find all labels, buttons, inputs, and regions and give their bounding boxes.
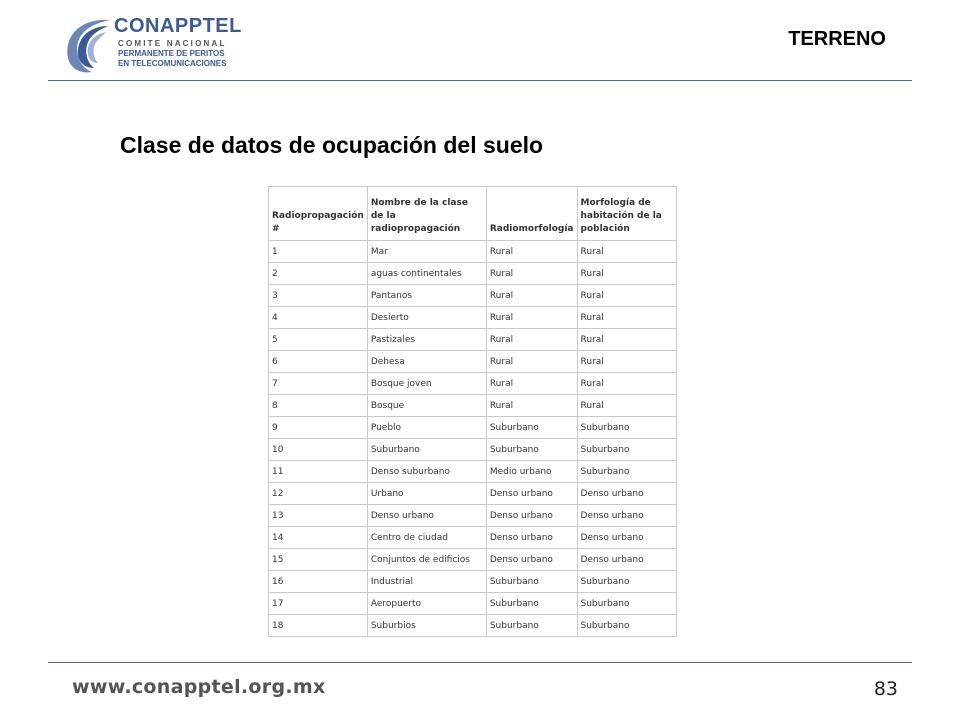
footer-divider xyxy=(48,662,912,663)
table-cell: Denso urbano xyxy=(486,483,577,505)
table-row xyxy=(269,285,677,307)
table-cell: Suburbano xyxy=(577,571,676,593)
table-cell: 2 xyxy=(269,263,368,285)
table-cell: Denso urbano xyxy=(577,483,676,505)
table-row xyxy=(269,505,677,527)
table-row xyxy=(269,461,677,483)
header-divider xyxy=(48,80,912,81)
table-cell: 5 xyxy=(269,329,368,351)
table-cell: Rural xyxy=(577,285,676,307)
table-cell: Suburbano xyxy=(577,461,676,483)
column-header-line: radiopropagación xyxy=(370,224,461,234)
table-cell: 16 xyxy=(269,571,368,593)
table-cell: 15 xyxy=(269,549,368,571)
table-row xyxy=(269,593,677,615)
table-cell: Pueblo xyxy=(367,417,486,439)
table-row xyxy=(269,241,677,263)
table-row xyxy=(269,417,677,439)
table-cell: Suburbano xyxy=(577,593,676,615)
table-cell: Conjuntos de edificios xyxy=(367,549,486,571)
table-cell: Denso urbano xyxy=(577,549,676,571)
table-cell: Denso urbano xyxy=(486,549,577,571)
table-cell: Suburbano xyxy=(486,417,577,439)
table-cell: Suburbano xyxy=(486,615,577,637)
table-cell: Denso urbano xyxy=(577,527,676,549)
table-cell: Denso suburbano xyxy=(367,461,486,483)
table-cell: Suburbano xyxy=(577,439,676,461)
table-cell: Rural xyxy=(486,307,577,329)
logo-line-2: PERMANENTE DE PERITOS xyxy=(118,49,225,58)
table-cell: Medio urbano xyxy=(486,461,577,483)
table-cell: Suburbios xyxy=(367,615,486,637)
logo-name: CONAPPTEL xyxy=(114,15,242,37)
table-cell: Suburbano xyxy=(367,439,486,461)
table-cell: Suburbano xyxy=(486,439,577,461)
table-cell: Rural xyxy=(577,307,676,329)
conapptel-logo xyxy=(62,14,242,74)
column-header xyxy=(577,187,676,241)
column-header-line: Nombre de la clase de la xyxy=(370,198,468,221)
land-use-table xyxy=(268,186,677,637)
table-cell: Mar xyxy=(367,241,486,263)
table-row xyxy=(269,373,677,395)
logo-line-3: EN TELECOMUNICACIONES xyxy=(118,59,227,68)
table-cell: Rural xyxy=(577,395,676,417)
table-cell: 10 xyxy=(269,439,368,461)
table-cell: 1 xyxy=(269,241,368,263)
table-row xyxy=(269,307,677,329)
table-cell: Rural xyxy=(577,373,676,395)
table-cell: 9 xyxy=(269,417,368,439)
table-cell: Rural xyxy=(486,395,577,417)
column-header-line: Radiomorfología xyxy=(489,224,574,234)
table-cell: Rural xyxy=(486,329,577,351)
table-cell: 8 xyxy=(269,395,368,417)
table-cell: Rural xyxy=(577,241,676,263)
table-cell: Rural xyxy=(486,351,577,373)
section-label: TERRENO xyxy=(788,28,886,50)
table-row xyxy=(269,615,677,637)
table-row xyxy=(269,329,677,351)
table-row xyxy=(269,351,677,373)
column-header-line: Morfología de xyxy=(580,198,651,208)
table-row xyxy=(269,483,677,505)
table-cell: Bosque xyxy=(367,395,486,417)
table-cell: 13 xyxy=(269,505,368,527)
table-cell: Desierto xyxy=(367,307,486,329)
column-header xyxy=(486,187,577,241)
footer-url: www.conapptel.org.mx xyxy=(72,676,326,698)
table-cell: aguas continentales xyxy=(367,263,486,285)
table-cell: Urbano xyxy=(367,483,486,505)
table-row xyxy=(269,439,677,461)
table-cell: Dehesa xyxy=(367,351,486,373)
table-cell: Pastizales xyxy=(367,329,486,351)
table-cell: Suburbano xyxy=(486,593,577,615)
table-row xyxy=(269,549,677,571)
table-cell: Denso urbano xyxy=(367,505,486,527)
table-cell: Centro de ciudad xyxy=(367,527,486,549)
table-cell: Denso urbano xyxy=(486,527,577,549)
column-header-line: población xyxy=(580,224,630,234)
table-cell: 3 xyxy=(269,285,368,307)
table-cell: Pantanos xyxy=(367,285,486,307)
table-cell: Rural xyxy=(486,263,577,285)
table-cell: Rural xyxy=(486,285,577,307)
table-cell: 4 xyxy=(269,307,368,329)
column-header-line: habitación de la xyxy=(580,211,662,221)
table-cell: Aeropuerto xyxy=(367,593,486,615)
table-cell: Rural xyxy=(486,373,577,395)
table-cell: Rural xyxy=(486,241,577,263)
column-header xyxy=(269,187,368,241)
table-row xyxy=(269,527,677,549)
land-use-table-container xyxy=(268,186,677,637)
table-cell: Suburbano xyxy=(577,615,676,637)
column-header xyxy=(367,187,486,241)
table-row xyxy=(269,395,677,417)
table-cell: 18 xyxy=(269,615,368,637)
table-cell: 17 xyxy=(269,593,368,615)
table-cell: Bosque joven xyxy=(367,373,486,395)
table-cell: 6 xyxy=(269,351,368,373)
column-header-line: Radiopropagación # xyxy=(272,211,364,234)
table-cell: 14 xyxy=(269,527,368,549)
table-header-row xyxy=(269,187,677,241)
page-title: Clase de datos de ocupación del suelo xyxy=(120,132,544,158)
table-row xyxy=(269,263,677,285)
table-row xyxy=(269,571,677,593)
logo-line-1: COMITE NACIONAL xyxy=(118,39,227,48)
table-cell: Rural xyxy=(577,351,676,373)
table-cell: 7 xyxy=(269,373,368,395)
table-cell: Suburbano xyxy=(486,571,577,593)
table-cell: Denso urbano xyxy=(577,505,676,527)
table-cell: Denso urbano xyxy=(486,505,577,527)
table-cell: Industrial xyxy=(367,571,486,593)
table-body xyxy=(269,241,677,637)
table-cell: Rural xyxy=(577,263,676,285)
table-cell: Rural xyxy=(577,329,676,351)
table-cell: 11 xyxy=(269,461,368,483)
table-cell: Suburbano xyxy=(577,417,676,439)
logo-swoosh-icon xyxy=(62,14,114,74)
page-number: 83 xyxy=(873,678,898,700)
table-cell: 12 xyxy=(269,483,368,505)
